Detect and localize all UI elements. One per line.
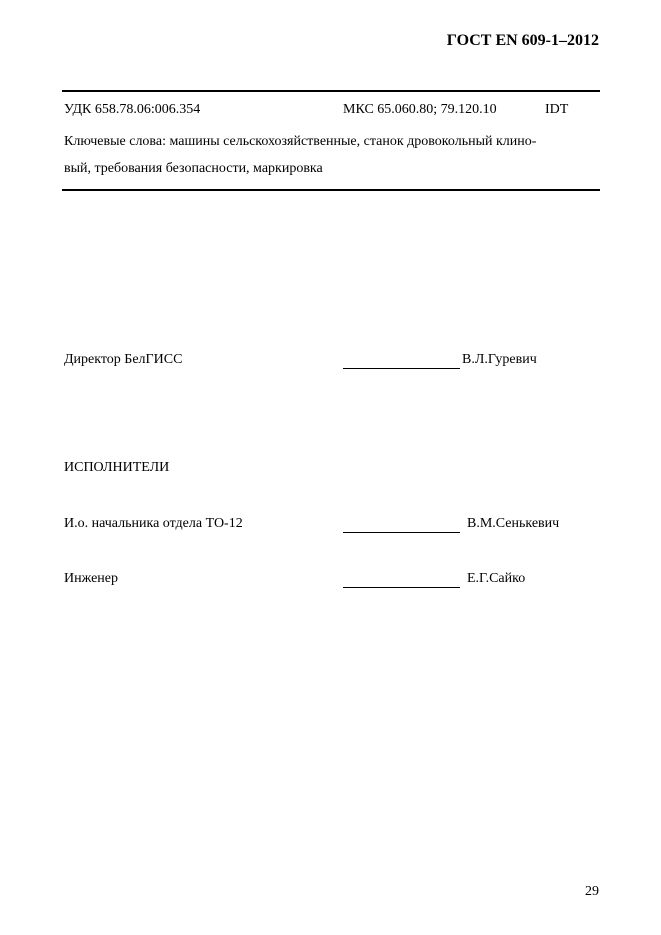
- executor-name: В.М.Сенькевич: [467, 516, 560, 531]
- equivalence-degree: IDT: [545, 102, 569, 117]
- page-number: 29: [585, 884, 599, 899]
- keywords-line-1: Ключевые слова: машины сельскохозяйственные, станок дровокольный клино-: [64, 134, 537, 149]
- executors-heading: ИСПОЛНИТЕЛИ: [64, 460, 170, 475]
- director-name: В.Л.Гуревич: [462, 352, 537, 367]
- director-position: Директор БелГИСС: [64, 352, 183, 367]
- top-rule: [62, 90, 600, 92]
- mks-code: МКС 65.060.80; 79.120.10: [343, 102, 497, 117]
- executor-name: Е.Г.Сайко: [467, 571, 526, 586]
- director-signature-line: [343, 368, 460, 369]
- udk-code: УДК 658.78.06:006.354: [64, 102, 201, 117]
- keywords-line-2: вый, требования безопасности, маркировка: [64, 161, 323, 176]
- executor-position: И.о. начальника отдела ТО-12: [64, 516, 243, 531]
- executor-signature-line: [343, 587, 460, 588]
- standard-code: ГОСТ EN 609-1–2012: [446, 32, 599, 49]
- executor-position: Инженер: [64, 571, 119, 586]
- keywords-block: [64, 128, 600, 182]
- bottom-rule: [62, 189, 600, 191]
- executor-signature-line: [343, 532, 460, 533]
